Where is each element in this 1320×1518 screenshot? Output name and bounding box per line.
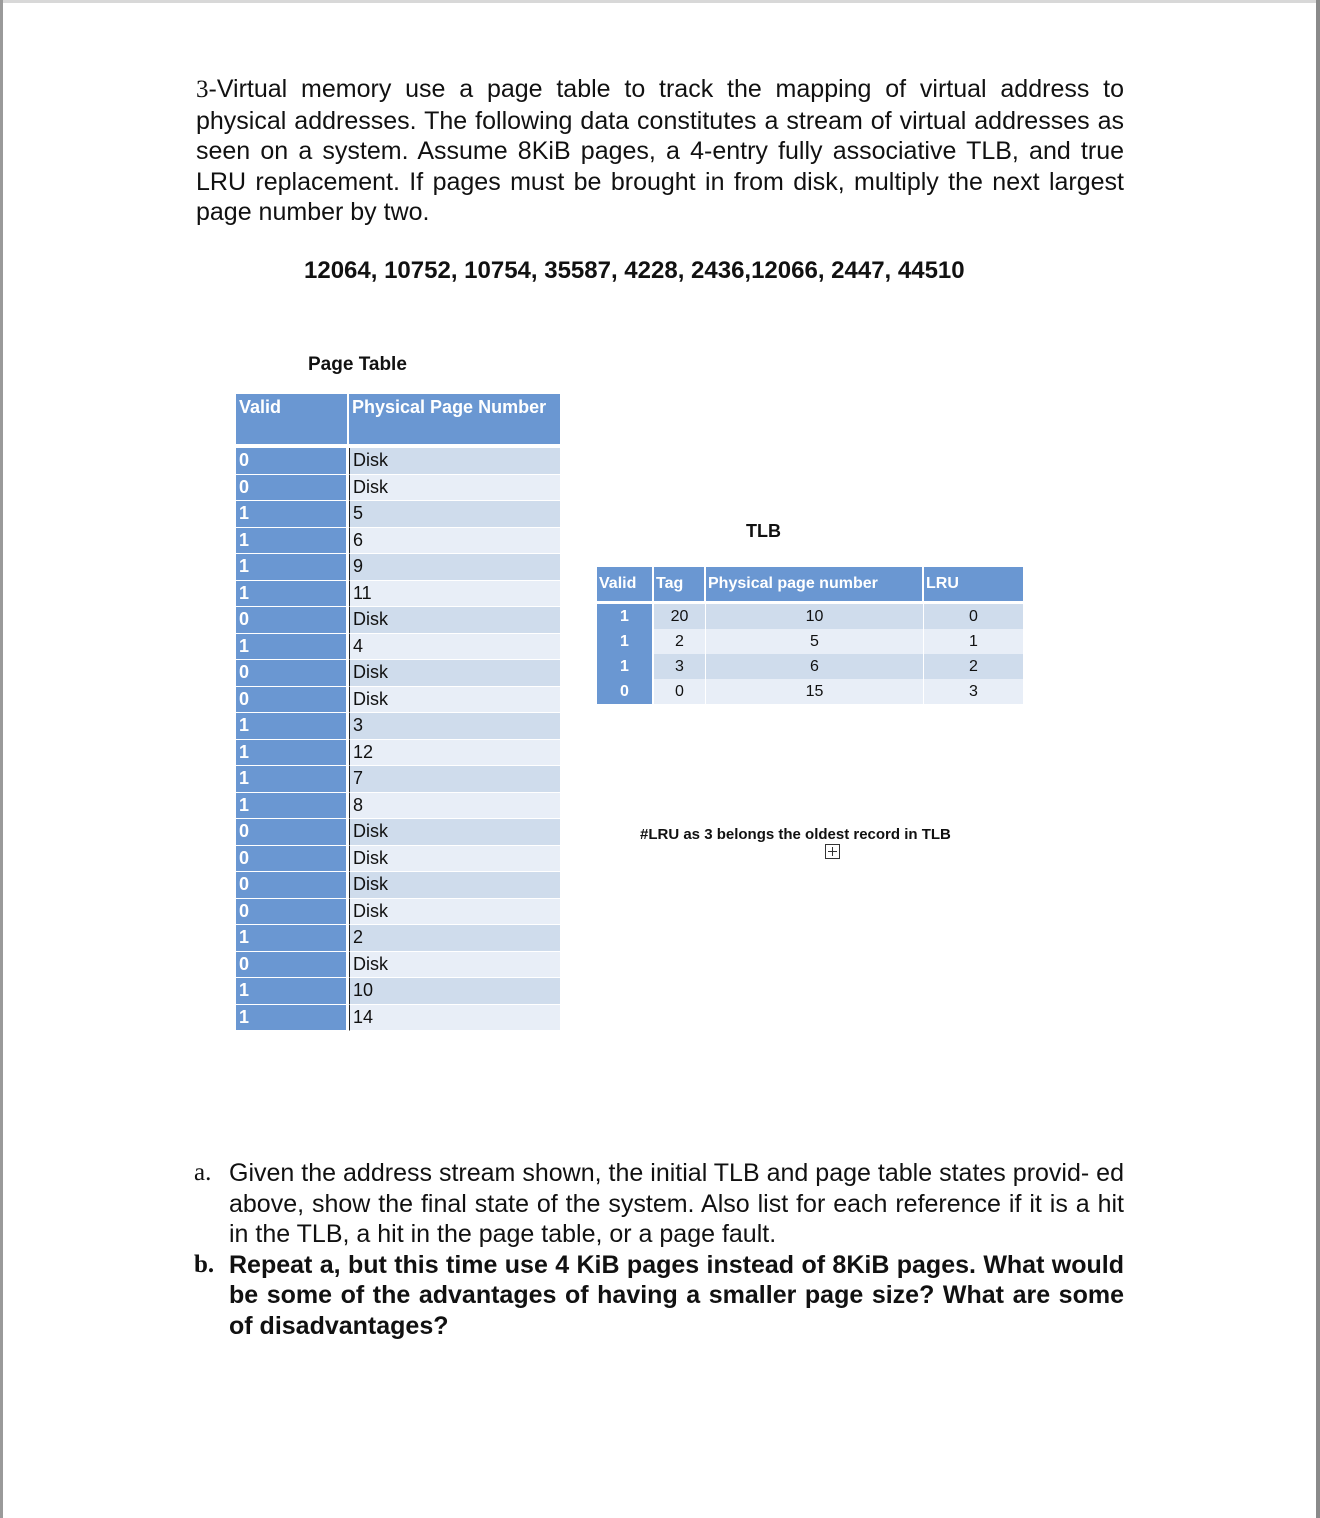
tlb-tag-cell: 0 xyxy=(654,679,706,704)
tlb-ppn-cell: 6 xyxy=(706,654,924,679)
question-list xyxy=(192,1158,1124,1341)
tlb-ppn-cell: 10 xyxy=(706,604,924,629)
page-table-row xyxy=(236,634,560,661)
question-a xyxy=(192,1158,1124,1250)
page-table-valid-cell: 1 xyxy=(236,766,349,793)
tlb-ppn-cell: 5 xyxy=(706,629,924,654)
page-table-valid-cell: 0 xyxy=(236,899,349,926)
tlb-tag-cell: 20 xyxy=(654,604,706,629)
page-table-valid-cell: 1 xyxy=(236,554,349,581)
question-b-marker: b. xyxy=(194,1250,215,1278)
page-table-row xyxy=(236,528,560,555)
page-top-border xyxy=(0,0,1320,3)
tlb-table xyxy=(597,567,1023,704)
tlb-header-ppn: Physical page number xyxy=(706,567,924,604)
page-left-border xyxy=(0,0,3,1518)
question-a-marker: a. xyxy=(194,1159,212,1186)
tlb-row xyxy=(597,654,1023,679)
tlb-header-lru: LRU xyxy=(924,567,1023,604)
tlb-header-tag: Tag xyxy=(654,567,706,604)
page-table-valid-cell: 1 xyxy=(236,581,349,608)
page-table-valid-cell: 0 xyxy=(236,872,349,899)
address-stream: 12064, 10752, 10754, 35587, 4228, 2436,12066, 2447, 44510 xyxy=(304,257,965,284)
page-table-ppn-cell: Disk xyxy=(349,660,560,687)
tlb-lru-cell: 3 xyxy=(924,679,1023,704)
page-table-ppn-cell: Disk xyxy=(349,846,560,873)
problem-intro-text: -Virtual memory use a page table to track the mapping of virtual address to physical addresses. The following data constitutes a stream of virtual addresses as seen on a system. Assume 8KiB pages, a 4-entry fully associative TLB, and true LRU replacement. If pages must be brought in from disk, multiply the next largest page number by two. xyxy=(196,75,1124,226)
page-table-ppn-cell: 6 xyxy=(349,528,560,555)
page-table-row xyxy=(236,846,560,873)
page-table-valid-cell: 0 xyxy=(236,660,349,687)
question-b xyxy=(192,1250,1124,1342)
page-table-row xyxy=(236,501,560,528)
page-table-header-valid: Valid xyxy=(236,394,349,448)
tlb-row xyxy=(597,604,1023,629)
page-table-valid-cell: 0 xyxy=(236,607,349,634)
page-table-ppn-cell: 5 xyxy=(349,501,560,528)
page-table-row xyxy=(236,766,560,793)
page-table-row xyxy=(236,978,560,1005)
page-table-row xyxy=(236,554,560,581)
page-table-row xyxy=(236,952,560,979)
question-a-text: Given the address stream shown, the initial TLB and page table states provid- ed above, show the final state of the system. Also list for each reference if it is a hit in the TLB, a hit in the page table, or a page fault. xyxy=(229,1159,1124,1248)
page-table-valid-cell: 1 xyxy=(236,793,349,820)
page-table-ppn-cell: Disk xyxy=(349,448,560,475)
page-table-valid-cell: 1 xyxy=(236,978,349,1005)
page-table-row xyxy=(236,872,560,899)
tlb-tag-cell: 3 xyxy=(654,654,706,679)
page-table-row xyxy=(236,475,560,502)
page-table-ppn-cell: 14 xyxy=(349,1005,560,1032)
question-b-text: Repeat a, but this time use 4 KiB pages instead of 8KiB pages. What would be some of the advantages of having a smaller page size? What are some of disadvantages? xyxy=(229,1250,1124,1340)
page-table-ppn-cell: Disk xyxy=(349,687,560,714)
tlb-valid-cell: 0 xyxy=(597,679,654,704)
page-table-row xyxy=(236,925,560,952)
tlb-lru-cell: 1 xyxy=(924,629,1023,654)
page-table xyxy=(236,394,560,1031)
tlb-header-row xyxy=(597,567,1023,604)
page-table-row xyxy=(236,740,560,767)
expand-plus-icon[interactable] xyxy=(825,844,840,859)
page-table-valid-cell: 0 xyxy=(236,448,349,475)
tlb-body xyxy=(597,604,1023,704)
problem-statement xyxy=(196,74,1124,228)
page-table-ppn-cell: Disk xyxy=(349,819,560,846)
page-table-valid-cell: 0 xyxy=(236,475,349,502)
tlb-row xyxy=(597,679,1023,704)
page-table-valid-cell: 1 xyxy=(236,501,349,528)
page-table-header-ppn: Physical Page Number xyxy=(349,394,560,448)
page-table-title: Page Table xyxy=(308,354,407,375)
page-table-ppn-cell: 8 xyxy=(349,793,560,820)
page-table-ppn-cell: 10 xyxy=(349,978,560,1005)
page-table-ppn-cell: 9 xyxy=(349,554,560,581)
page-right-border xyxy=(1316,0,1320,1518)
page-table-ppn-cell: 7 xyxy=(349,766,560,793)
tlb-lru-cell: 2 xyxy=(924,654,1023,679)
page-table-valid-cell: 1 xyxy=(236,1005,349,1032)
tlb-valid-cell: 1 xyxy=(597,604,654,629)
page-table-valid-cell: 1 xyxy=(236,634,349,661)
page-table-ppn-cell: Disk xyxy=(349,952,560,979)
page-table-valid-cell: 0 xyxy=(236,819,349,846)
page-table-row xyxy=(236,1005,560,1032)
page-table-valid-cell: 0 xyxy=(236,846,349,873)
page-table-valid-cell: 1 xyxy=(236,528,349,555)
page-table-ppn-cell: 3 xyxy=(349,713,560,740)
page-table-row xyxy=(236,607,560,634)
tlb-title: TLB xyxy=(746,521,781,541)
page-table-valid-cell: 1 xyxy=(236,713,349,740)
page-table-row xyxy=(236,660,560,687)
tlb-lru-cell: 0 xyxy=(924,604,1023,629)
tlb-header-valid: Valid xyxy=(597,567,654,604)
page-table-ppn-cell: 12 xyxy=(349,740,560,767)
page-table-row xyxy=(236,687,560,714)
lru-note: #LRU as 3 belongs the oldest record in TLB xyxy=(640,826,951,843)
page-table-ppn-cell: 4 xyxy=(349,634,560,661)
page-table-row xyxy=(236,448,560,475)
page-table-valid-cell: 1 xyxy=(236,740,349,767)
page-table-ppn-cell: 11 xyxy=(349,581,560,608)
page-table-row xyxy=(236,713,560,740)
page-table-ppn-cell: Disk xyxy=(349,475,560,502)
page-table-ppn-cell: Disk xyxy=(349,607,560,634)
page-table-valid-cell: 0 xyxy=(236,952,349,979)
page-table-header-row xyxy=(236,394,560,448)
page-table-ppn-cell: 2 xyxy=(349,925,560,952)
page-table-row xyxy=(236,793,560,820)
page-table-row xyxy=(236,899,560,926)
page-table-valid-cell: 1 xyxy=(236,925,349,952)
tlb-row xyxy=(597,629,1023,654)
page-table-ppn-cell: Disk xyxy=(349,872,560,899)
page-table-body xyxy=(236,448,560,1031)
tlb-valid-cell: 1 xyxy=(597,654,654,679)
page-table-valid-cell: 0 xyxy=(236,687,349,714)
page-table-row xyxy=(236,581,560,608)
tlb-valid-cell: 1 xyxy=(597,629,654,654)
tlb-tag-cell: 2 xyxy=(654,629,706,654)
page-table-ppn-cell: Disk xyxy=(349,899,560,926)
tlb-ppn-cell: 15 xyxy=(706,679,924,704)
problem-number: 3 xyxy=(196,76,209,103)
page-table-row xyxy=(236,819,560,846)
